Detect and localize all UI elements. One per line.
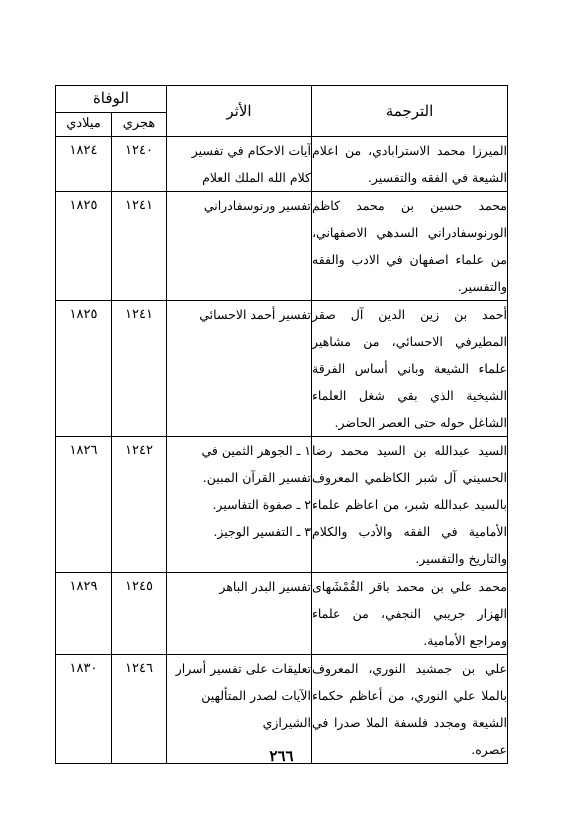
hijri-cell: ١٢٤١ [112,301,167,437]
hijri-cell: ١٢٤٦ [112,655,167,764]
athar-line: تفسير ورنوسفادراني [203,198,311,213]
tarjama-cell: محمد حسين بن محمد كاظم الورنوسفادراني السدهي الاصفهاني، من علماء اصفهان في الادب والفقه والتفسير. [312,192,508,301]
athar-line: تفسير أحمد الاحسائي [199,307,311,322]
header-athar: الأثر [167,86,312,137]
athar-line: تفسير القرآن المبين. [202,470,311,485]
header-miladi: ميلادي [56,112,112,136]
header-tarjama: الترجمة [312,86,508,137]
header-wafat: الوفاة [56,86,167,113]
hijri-cell: ١٢٤١ [112,192,167,301]
header-hijri: هجري [112,112,167,136]
table-row [56,192,508,301]
athar-line: كلام الله الملك العلام [202,170,311,185]
athar-line: آيات الاحكام في تفسير [191,143,311,158]
miladi-cell: ١٨٢٩ [56,573,112,655]
athar-cell [167,301,312,437]
table-row [56,301,508,437]
athar-line: ٢ ـ صفوة التفاسير. [212,497,311,512]
tarjama-cell: أحمد بن زين الدين آل صقر المطيرفي الاحسائي، من مشاهير علماء الشيعة وباني أساس الفرقة الشيخية الذي بقي شغل العلماء الشاغل حوله حتى العصر الحاضر. [312,301,508,437]
tarjama-cell: الميرزا محمد الاسترابادي، من اعلام الشيعة في الفقه والتفسير. [312,137,508,192]
table-row [56,573,508,655]
athar-cell [167,192,312,301]
athar-cell [167,573,312,655]
hijri-cell: ١٢٤٢ [112,437,167,573]
tarjama-cell: علي بن جمشيد النوري، المعروف بالملا علي النوري، من أعاظم حكماء الشيعة ومجدد فلسفة الملا صدرا في عصره. [312,655,508,764]
miladi-cell: ١٨٢٥ [56,192,112,301]
table-row [56,137,508,192]
miladi-cell: ١٨٢٥ [56,301,112,437]
tarjama-cell: محمد علي بن محمد باقر القُمْشَهاى الهزار جريبي النجفي، من علماء ومراجع الأمامية. [312,573,508,655]
athar-cell [167,137,312,192]
page-number: ٢٦٦ [269,747,294,765]
athar-line: تفسير البدر الباهر [219,579,311,594]
table-row [56,437,508,573]
hijri-cell: ١٢٤٠ [112,137,167,192]
biography-table [55,85,508,764]
athar-line: تعليقات على تفسير أسرار [175,661,311,676]
athar-line: ١ ـ الجوهر الثمين في [201,443,311,458]
miladi-cell: ١٨٢٤ [56,137,112,192]
athar-line: الآيات لصدر المتألهين [201,688,311,703]
athar-line: ٣ ـ التفسير الوجيز. [213,524,311,539]
athar-line: الشيرازي [262,715,311,730]
athar-cell [167,437,312,573]
hijri-cell: ١٢٤٥ [112,573,167,655]
miladi-cell: ١٨٣٠ [56,655,112,764]
miladi-cell: ١٨٢٦ [56,437,112,573]
tarjama-cell: السيد عبدالله بن السيد محمد رضا الحسيني آل شبر الكاظمي المعروف بالسيد عبدالله شبر، من اعاظم علماء الأمامية في الفقه والأدب والكلام والتاريخ والتفسير. [312,437,508,573]
